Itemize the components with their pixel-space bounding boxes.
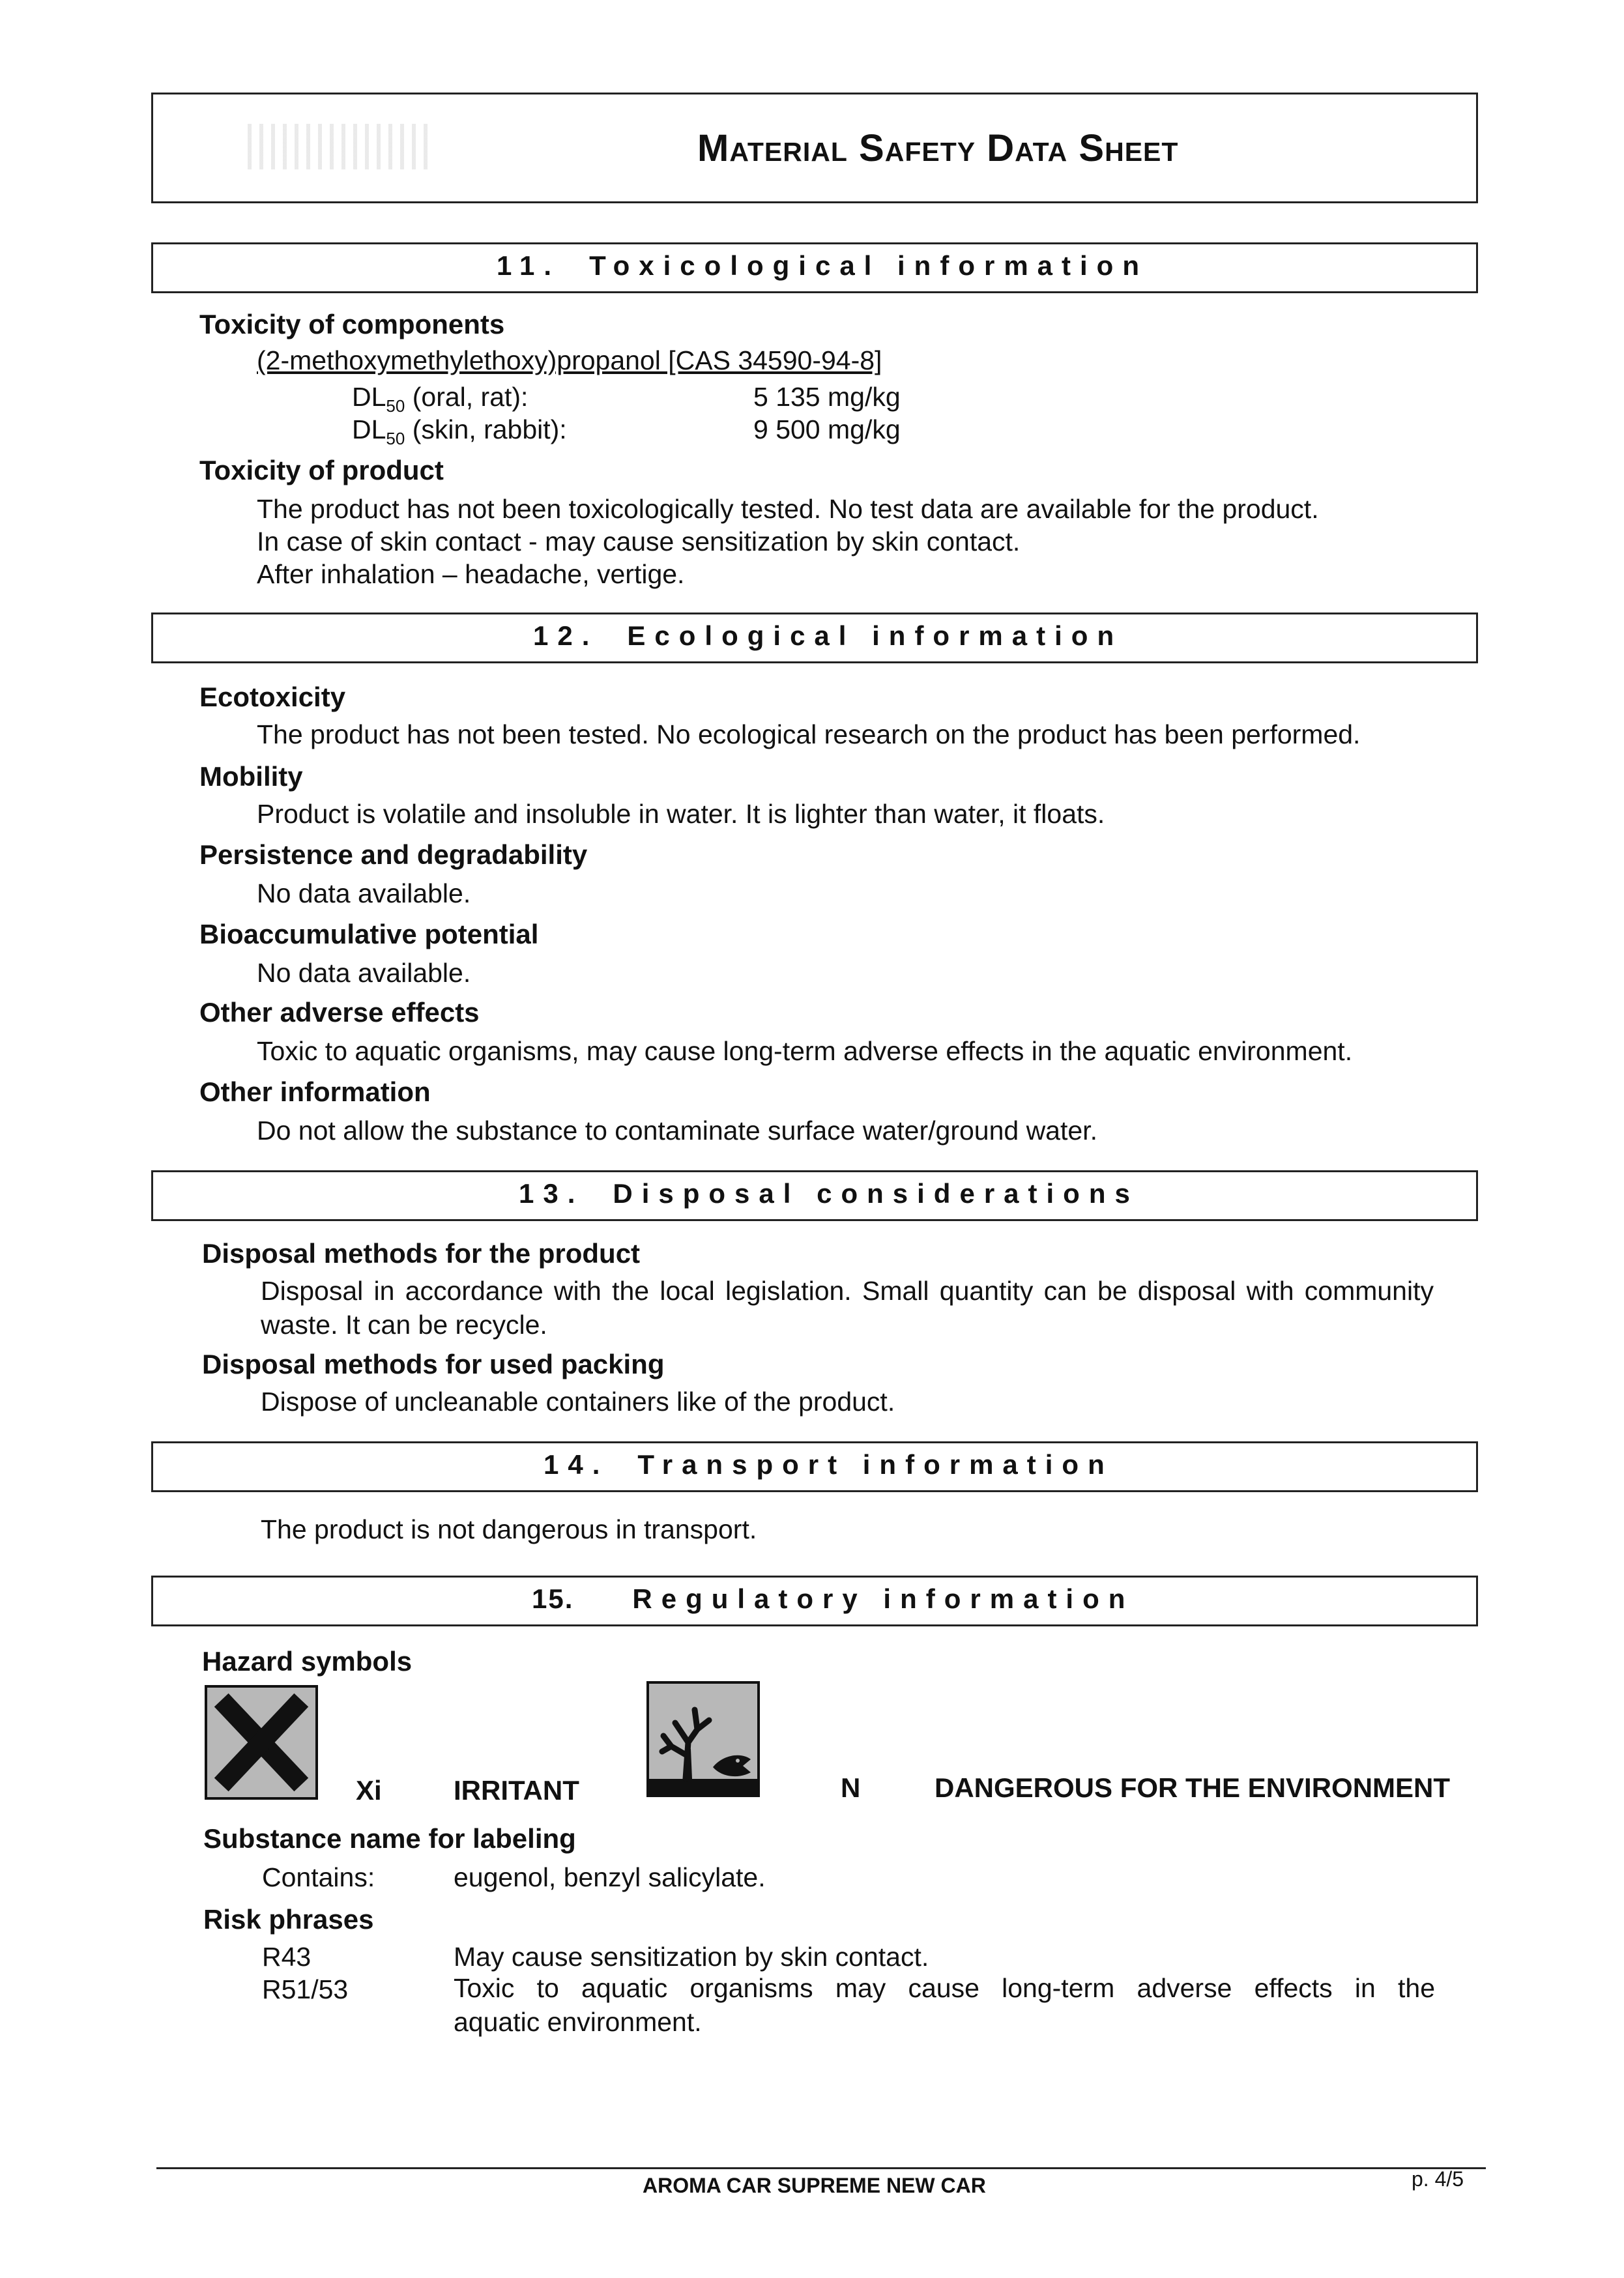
toxicity-components-heading: Toxicity of components — [199, 309, 505, 339]
dl50-oral-label: $DL_{50}$ (oral, rat): — [352, 382, 529, 416]
section-11-title: 11. Toxicological information — [497, 250, 1148, 281]
section-15-title: 15. Regulatory information — [532, 1583, 1135, 1614]
disposal-product-line-1: Disposal in accordance with the local legislation. Small quantity can be disposal with community — [261, 1276, 1434, 1306]
footer-page-number: p. 4/5 — [1412, 2167, 1464, 2191]
product-line-1: The product has not been toxicologically tested. No test data are available for the product. — [257, 494, 1319, 524]
persistence-text: No data available. — [257, 878, 471, 908]
adverse-effects-heading: Other adverse effects — [199, 997, 480, 1028]
toxicity-product-heading: Toxicity of product — [199, 455, 444, 485]
symbol-xi-code: Xi — [356, 1775, 382, 1806]
section-13-title: 13. Disposal considerations — [519, 1178, 1139, 1209]
transport-text: The product is not dangerous in transport. — [261, 1514, 757, 1544]
dl50-skin-label: $DL_{50}$ (skin, rabbit): — [352, 414, 567, 449]
contains-value: eugenol, benzyl salicylate. — [454, 1862, 766, 1892]
hazard-symbols-heading: Hazard symbols — [202, 1646, 413, 1677]
dl50-skin-value: 9 500 mg/kg — [753, 414, 901, 444]
dl50-oral-value: 5 135 mg/kg — [753, 382, 901, 412]
footer-product-name: AROMA CAR SUPREME NEW CAR — [643, 2174, 986, 2197]
faded-logo — [248, 124, 430, 169]
section-14-title: 14. Transport information — [544, 1449, 1114, 1480]
other-information-text: Do not allow the substance to contaminate surface water/ground water. — [257, 1116, 1097, 1146]
adverse-effects-text: Toxic to aquatic organisms, may cause long-term adverse effects in the aquatic environment. — [257, 1036, 1353, 1066]
risk-r5153-line-2: aquatic environment. — [454, 2007, 702, 2037]
ecotoxicity-text: The product has not been tested. No ecological research on the product has been performed. — [257, 719, 1361, 749]
product-line-3: After inhalation – headache, vertige. — [257, 559, 685, 589]
footer-rule — [156, 2167, 1486, 2169]
disposal-packing-text: Dispose of uncleanable containers like of the product. — [261, 1387, 895, 1417]
other-information-heading: Other information — [199, 1076, 431, 1107]
symbol-environment-label: DANGEROUS FOR THE ENVIRONMENT — [935, 1772, 1451, 1803]
bioaccumulative-heading: Bioaccumulative potential — [199, 919, 539, 949]
ecotoxicity-heading: Ecotoxicity — [199, 682, 346, 712]
product-line-2: In case of skin contact - may cause sensitization by skin contact. — [257, 526, 1021, 556]
risk-phrases-heading: Risk phrases — [203, 1904, 374, 1935]
persistence-heading: Persistence and degradability — [199, 839, 588, 870]
disposal-product-heading: Disposal methods for the product — [202, 1238, 641, 1269]
risk-r5153-line-1: Toxic to aquatic organisms may cause long-term adverse effects in the — [454, 1973, 1435, 2003]
dead-tree-fish-icon — [646, 1681, 760, 1797]
bioaccumulative-text: No data available. — [257, 958, 471, 988]
labeling-heading: Substance name for labeling — [203, 1823, 576, 1854]
symbol-irritant-label: IRRITANT — [454, 1775, 579, 1806]
mobility-heading: Mobility — [199, 761, 303, 792]
environment-graphic — [649, 1684, 757, 1795]
risk-r43-text: May cause sensitization by skin contact. — [454, 1942, 929, 1972]
symbol-n-code: N — [841, 1772, 861, 1803]
section-12-title: 12. Ecological information — [533, 620, 1124, 651]
irritant-x-graphic — [207, 1688, 315, 1797]
disposal-packing-heading: Disposal methods for used packing — [202, 1349, 665, 1379]
risk-r43-code: R43 — [262, 1942, 312, 1972]
document-title: Material Safety Data Sheet — [697, 127, 1179, 169]
component-name: (2-methoxymethylethoxy)propanol [CAS 34590-94-8] — [257, 345, 882, 375]
mobility-text: Product is volatile and insoluble in water. It is lighter than water, it floats. — [257, 799, 1105, 829]
disposal-product-line-2: waste. It can be recycle. — [261, 1310, 547, 1340]
risk-r5153-code: R51/53 — [262, 1974, 349, 2004]
contains-label: Contains: — [262, 1862, 375, 1892]
irritant-x-icon — [205, 1685, 318, 1800]
